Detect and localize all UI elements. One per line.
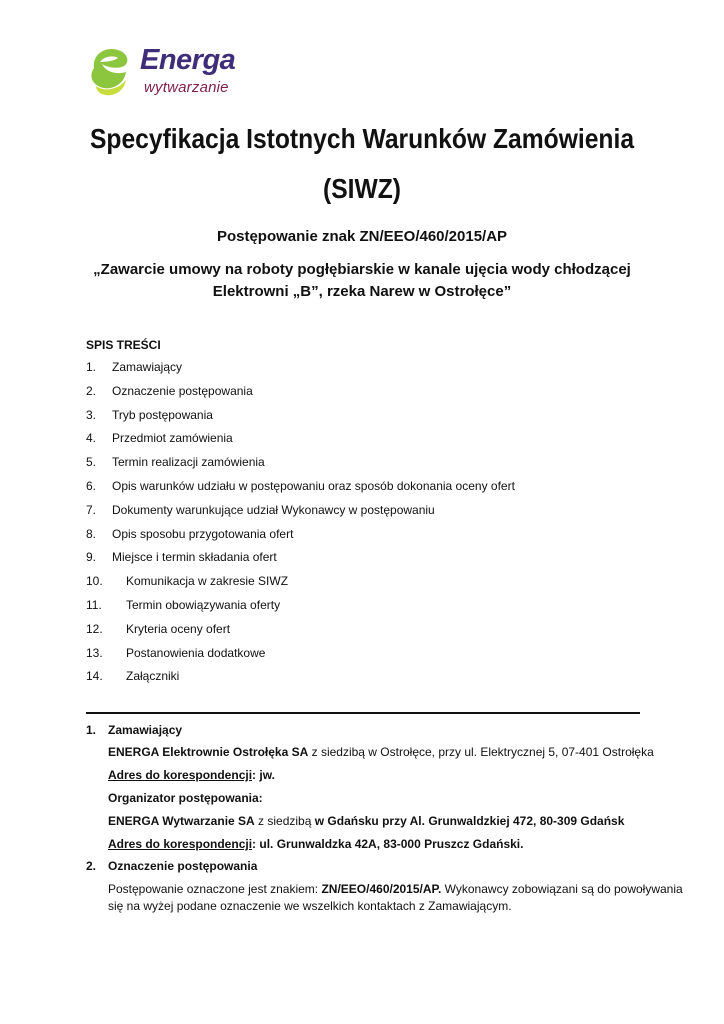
toc-item-number: 11. — [86, 597, 102, 612]
procedure-subject-line1: „Zawarcie umowy na roboty pogłębiarskie w kanale ujęcia wody chłodzącej — [93, 261, 631, 278]
section-divider — [86, 712, 640, 714]
organizer-seat-text: z siedzibą — [254, 814, 315, 828]
toc-item-number: 3. — [86, 407, 97, 422]
toc-item-number: 12. — [86, 621, 103, 636]
toc-item — [86, 384, 646, 408]
logo-brand-text: Energa — [140, 44, 236, 76]
toc-item-label: Termin realizacji zamówienia — [112, 455, 265, 470]
toc-item — [86, 408, 646, 432]
correspondence-address-value: : jw. — [252, 768, 275, 782]
toc-item-number: 8. — [86, 526, 97, 541]
toc-item-label: Oznaczenie postępowania — [112, 383, 253, 398]
toc-item — [86, 550, 646, 574]
toc-item-number: 14. — [86, 669, 103, 684]
toc-item-label: Tryb postępowania — [112, 407, 213, 422]
toc-item — [86, 479, 646, 503]
section-2-title: Oznaczenie postępowania — [108, 859, 258, 873]
section-1-title: Zamawiający — [108, 723, 183, 737]
toc-item — [86, 431, 646, 455]
toc-item — [86, 360, 646, 384]
toc-item — [86, 527, 646, 551]
toc-item-number: 4. — [86, 431, 97, 446]
toc-item-number: 10. — [86, 574, 103, 589]
toc-item-label: Kryteria oceny ofert — [126, 621, 231, 636]
procedure-marking-text: Postępowanie oznaczone jest znakiem: — [108, 882, 322, 896]
toc-item-number: 13. — [86, 645, 103, 660]
procedure-marking-line2: się na wyżej podane oznaczenie we wszelkich kontaktach z Zamawiającym. — [108, 899, 512, 913]
toc-item — [86, 503, 646, 527]
toc-item-number: 2. — [86, 383, 97, 398]
logo-sub-text: wytwarzanie — [144, 79, 229, 96]
toc-item-number: 7. — [86, 502, 97, 517]
toc-item-label: Termin obowiązywania oferty — [126, 597, 281, 612]
contracting-authority-name: ENERGA Elektrownie Ostrołęka SA — [108, 745, 309, 759]
toc-item-label: Opis sposobu przygotowania ofert — [112, 526, 294, 541]
toc-item-label: Załączniki — [126, 669, 180, 684]
toc-item-label: Miejsce i termin składania ofert — [112, 550, 277, 565]
procedure-marking-text-cont: Wykonawcy zobowiązani są do powoływania — [441, 882, 683, 896]
toc-item — [86, 455, 646, 479]
document-title: Specyfikacja Istotnych Warunków Zamówienia — [89, 123, 635, 154]
procedure-reference: Postępowanie znak ZN/EEO/460/2015/AP — [216, 228, 508, 245]
toc-item-number: 1. — [86, 360, 97, 374]
toc-item-label: Dokumenty warunkujące udział Wykonawcy w postępowaniu — [112, 502, 435, 517]
toc-item — [86, 622, 646, 646]
toc-item-label: Opis warunków udziału w postępowaniu oraz sposób dokonania oceny ofert — [112, 478, 515, 493]
section-2-number: 2. — [86, 859, 97, 873]
toc-item-label: Zamawiający — [112, 360, 183, 374]
toc-item-number: 6. — [86, 478, 97, 493]
toc-item — [86, 574, 646, 598]
document-title-acronym: (SIWZ) — [322, 173, 401, 204]
toc-item-number: 9. — [86, 550, 97, 565]
contracting-authority-address: z siedzibą w Ostrołęce, przy ul. Elektrycznej 5, 07-401 Ostrołęka — [308, 745, 654, 759]
organizer-correspondence-value: : ul. Grunwaldzka 42A, 83-000 Pruszcz Gdański. — [252, 837, 524, 851]
toc-item-label: Komunikacja w zakresie SIWZ — [126, 574, 289, 589]
energa-logo — [86, 42, 246, 102]
procedure-subject — [0, 259, 724, 303]
section-1-number: 1. — [86, 723, 97, 737]
energa-swirl-icon — [86, 42, 138, 100]
organizer-correspondence-label: Adres do korespondencji — [108, 837, 253, 851]
organizer-address: w Gdańsku przy Al. Grunwaldzkiej 472, 80-309 Gdańsk — [314, 814, 625, 828]
organizer-line — [108, 814, 624, 828]
correspondence-address-label: Adres do korespondencji — [108, 768, 253, 782]
contracting-authority-line — [108, 745, 654, 759]
organizer-name: ENERGA Wytwarzanie SA — [108, 814, 255, 828]
toc-item — [86, 598, 646, 622]
toc-item-label: Postanowienia dodatkowe — [126, 645, 266, 660]
toc-item — [86, 646, 646, 670]
procedure-marking-code: ZN/EEO/460/2015/AP. — [321, 882, 442, 896]
toc-heading: SPIS TREŚCI — [86, 338, 161, 352]
correspondence-address-line — [108, 768, 275, 782]
organizer-label: Organizator postępowania: — [108, 791, 263, 805]
toc-item-number: 5. — [86, 455, 97, 470]
table-of-contents — [86, 360, 646, 693]
procedure-subject-line2: Elektrowni „B”, rzeka Narew w Ostrołęce” — [212, 283, 512, 300]
organizer-heading — [108, 791, 263, 805]
toc-item — [86, 669, 646, 693]
procedure-marking-line1 — [108, 882, 683, 896]
toc-item-label: Przedmiot zamówienia — [112, 431, 233, 446]
organizer-correspondence-line — [108, 837, 523, 851]
